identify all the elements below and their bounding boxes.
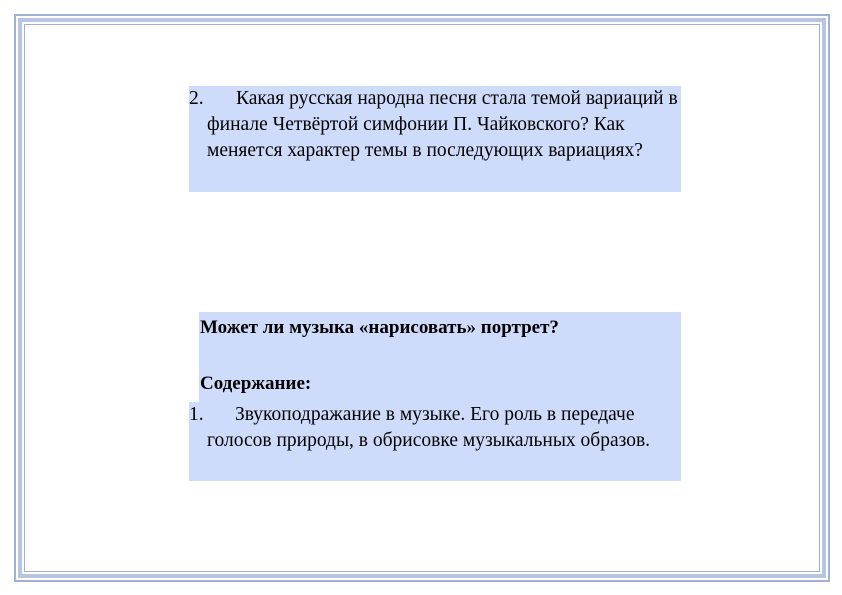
section-title: Может ли музыка «нарисовать» портрет? <box>200 317 559 338</box>
question-2-block <box>189 86 681 192</box>
list-item-text: Какая русская народна песня стала темой вариаций в финале Четвёртой симфонии П. Чайковского? Как меняется характер темы в последующих вариациях? <box>207 88 678 161</box>
section-heading-block <box>199 312 681 403</box>
list-item <box>189 402 681 454</box>
section-subtitle: Содержание: <box>200 373 312 394</box>
list-item-number: 2. <box>189 88 204 109</box>
list-item-number: 1. <box>189 404 204 425</box>
list-item-text: Звукоподражание в музыке. Его роль в передаче голосов природы, в обрисовке музыкальных образов. <box>207 404 651 451</box>
list-item <box>189 86 681 164</box>
item-1-block <box>189 402 681 481</box>
